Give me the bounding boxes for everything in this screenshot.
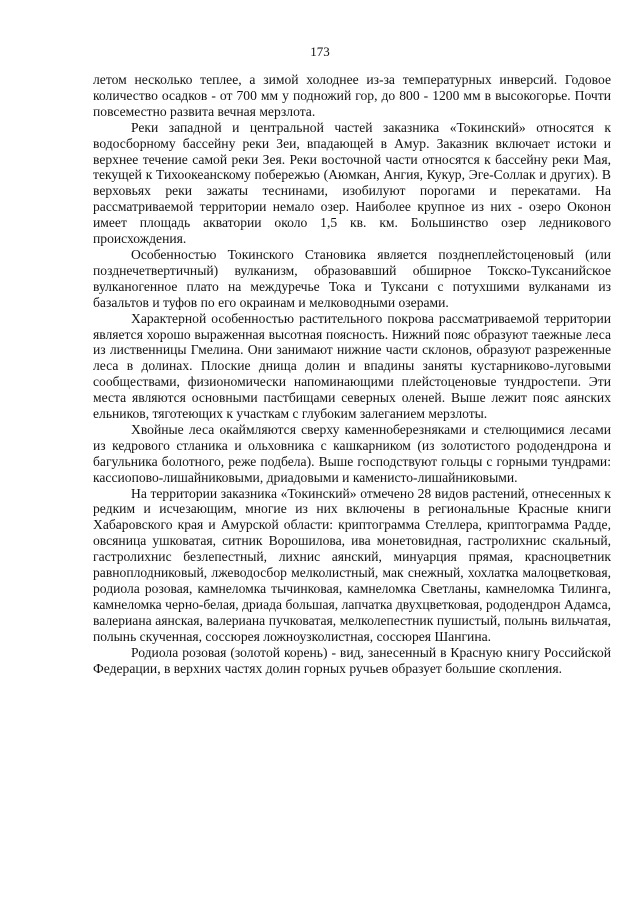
paragraph-rivers: Реки западной и центральной частей заказника «Токинский» относятся к водосборному бассейну реки Зеи, впадающей в Амур. Заказник включает истоки и верхнее течение самой реки Зея. Реки восточной части относятся к бассейну реки Мая, текущей к Тихоокеанскому побережью (Аюмкан, Ангия, Кукур, Эге-Соллак и других). В верховьях реки зажаты теснинами, изобилуют порогами и перекатами. На рассматриваемой территории немало озер. Наиболее крупное из них - озеро Оконон имеет площадь акватории около 1,5 кв. км. Большинство озер ледникового происхождения. bbox=[93, 119, 611, 247]
paragraph-rhodiola: Родиола розовая (золотой корень) - вид, занесенный в Красную книгу Российской Федерации, в верхних частях долин горных ручьев образует большие скопления. bbox=[93, 644, 611, 676]
paragraph-climate: летом несколько теплее, а зимой холоднее из-за температурных инверсий. Годовое количество осадков - от 700 мм у подножий гор, до 800 - 1200 мм в высокогорье. Почти повсеместно развита вечная мерзлота. bbox=[93, 72, 611, 119]
paragraph-vegetation: Характерной особенностью растительного покрова рассматриваемой территории является хорошо выраженная высотная поясность. Нижний пояс образуют таежные леса из лиственницы Гмелина. Они занимают нижние части склонов, образуют разреженные леса в долинах. Плоские днища долин и впадины заняты кустарниково-луговыми сообществами, физиономически напоминающими плейстоценовые тундростепи. Эти места являются основными пастбищами северных оленей. Выше лежит пояс аянских ельников, тяготеющих к участкам с глубоким залеганием мерзлоты. bbox=[93, 310, 611, 422]
page-number: 173 bbox=[310, 44, 330, 59]
paragraph-conifer-forests: Хвойные леса окаймляются сверху каменноберезняками и стелющимися лесами из кедрового стланика и ольховника с кашкарником (из золотистого рододендрона и багульника болотного, реже подбела). Выше господствуют гольцы с горными тундрами: кассиопово-лишайниковыми, дриадовыми и каменисто-лишайниковыми. bbox=[93, 421, 611, 485]
paragraph-rare-plants: На территории заказника «Токинский» отмечено 28 видов растений, отнесенных к редким и исчезающим, многие из них включены в региональные Красные книги Хабаровского края и Амурской области: криптограмма Стеллера, криптограмма Радде, овсяница ушковатая, ситник Ворошилова, ива монетовидная, гастролихнис скальный, гастролихнис безлепестный, лихнис аянский, минуарция прямая, красноцветник равноплодниковый, лжеводосбор мелколистный, мак снежный, хохлатка малоцветковая, родиола розовая, камнеломка тычинковая, камнеломка Светланы, камнеломка Тилинга, камнеломка черно-белая, дриада большая, лапчатка двухцветковая, рододендрон Адамса, валериана аянская, валериана пучковатая, мелколепестник пушистый, полынь вильчатая, полынь скученная, соссюрея ложноузколистная, соссюрея Шангина. bbox=[93, 485, 611, 644]
body-text bbox=[93, 72, 611, 676]
paragraph-volcanism: Особенностью Токинского Становика является позднеплейстоценовый (или позднечетвертичный) вулканизм, образовавший обширное Токско-Туксанийское вулканогенное плато на междуречье Тока и Туксани с потухшими вулканами из базальтов и туфов по его окраинам и мелководными озерами. bbox=[93, 246, 611, 310]
